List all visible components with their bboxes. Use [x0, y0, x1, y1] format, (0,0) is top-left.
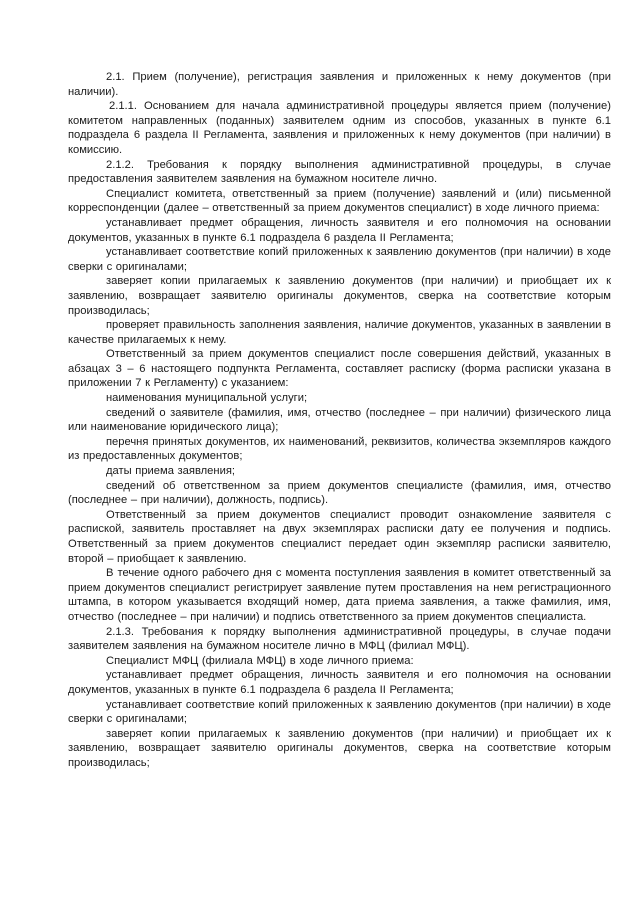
paragraph-certifies-copies: заверяет копии прилагаемых к заявлению документов (при наличии) и приобщает их к заявлению, возвращает заявителю оригиналы документов, сверка на соответствие которым производилась;: [68, 275, 611, 317]
paragraph-2-1: 2.1. Прием (получение), регистрация заявления и приложенных к нему документов (при наличии).: [68, 71, 611, 98]
paragraph-receipt-date: даты приема заявления;: [106, 465, 235, 478]
paragraph-familiarization: Ответственный за прием документов специалист проводит ознакомление заявителя с распиской, заявитель проставляет на двух экземплярах расписки дату ее получения и подпись. Ответственный за прием документов специалист передает один экземпляр расписки заявителю, второй – приобщает к заявлению.: [68, 508, 611, 565]
paragraph-mfc-specialist: Специалист МФЦ (филиала МФЦ) в ходе личного приема:: [106, 654, 414, 667]
paragraph-2-1-3: 2.1.3. Требования к порядку выполнения административной процедуры, в случае подачи заявителем заявления на бумажном носителе лично в МФЦ (филиал МФЦ).: [68, 625, 611, 653]
paragraph-mfc-establishes-subject: устанавливает предмет обращения, личность заявителя и его полномочия на основании документов, указанных в пункте 6.1 подраздела 6 раздела II Регламента;: [68, 669, 611, 696]
paragraph-checks-correctness: проверяет правильность заполнения заявления, наличие документов, указанных в заявлении в качестве прилагаемых к нему.: [68, 319, 611, 346]
document-page: [68, 70, 611, 771]
paragraph-2-1-1: 2.1.1. Основанием для начала административной процедуры является прием (получение) комитетом направленных (поданных) заявителем одним из способов, указанных в пункте 6.1 подраздела 6 раздела II Регламента, заявления и приложенных к нему документов (при наличии) в комиссию.: [68, 100, 611, 156]
paragraph-2-1-2: 2.1.2. Требования к порядку выполнения административной процедуры, в случае предоставления заявителем заявления на бумажном носителе лично.: [68, 158, 611, 186]
paragraph-service-name: наименования муниципальной услуги;: [106, 392, 308, 405]
paragraph-mfc-establishes-copies: устанавливает соответствие копий приложенных к заявлению документов (при наличии) в ходе сверки с оригиналами;: [68, 698, 611, 726]
paragraph-receipt-compiled: Ответственный за прием документов специалист после совершения действий, указанных в абзацах 3 – 6 настоящего подпункта Регламента, составляет расписку (форма расписки указана в приложении 7 к Регламенту) с указанием:: [68, 348, 611, 390]
paragraph-document-list: перечня принятых документов, их наименований, реквизитов, количества экземпляров каждого из предоставленных документов;: [68, 435, 611, 463]
paragraph-establishes-copies: устанавливает соответствие копий приложенных к заявлению документов (при наличии) в ходе сверки с оригиналами;: [68, 246, 611, 273]
paragraph-mfc-certifies-copies: заверяет копии прилагаемых к заявлению документов (при наличии) и приобщает их к заявлению, возвращает заявителю оригиналы документов, сверка на соответствие которым производилась;: [68, 727, 611, 769]
paragraph-establishes-subject: устанавливает предмет обращения, личность заявителя и его полномочия на основании документов, указанных в пункте 6.1 подраздела 6 раздела II Регламента;: [68, 216, 611, 244]
paragraph-registration: В течение одного рабочего дня с момента поступления заявления в комитет ответственный за прием документов специалист регистрирует заявление путем проставления на нем регистрационного штампа, в котором указывается входящий номер, дата приема заявления, а также фамилия, имя, отчество (последнее – при наличии) и подпись ответственного за прием документов специалиста.: [68, 567, 611, 623]
paragraph-responsible-info: сведений об ответственном за прием документов специалисте (фамилия, имя, отчество (последнее – при наличии), должность, подпись).: [68, 479, 611, 507]
paragraph-committee-specialist: Специалист комитета, ответственный за прием (получение) заявлений и (или) письменной корреспонденции (далее – ответственный за прием документов специалист) в ходе личного приема:: [68, 187, 611, 215]
paragraph-applicant-info: сведений о заявителе (фамилия, имя, отчество (последнее – при наличии) физического лица или наименование юридического лица);: [68, 406, 611, 434]
